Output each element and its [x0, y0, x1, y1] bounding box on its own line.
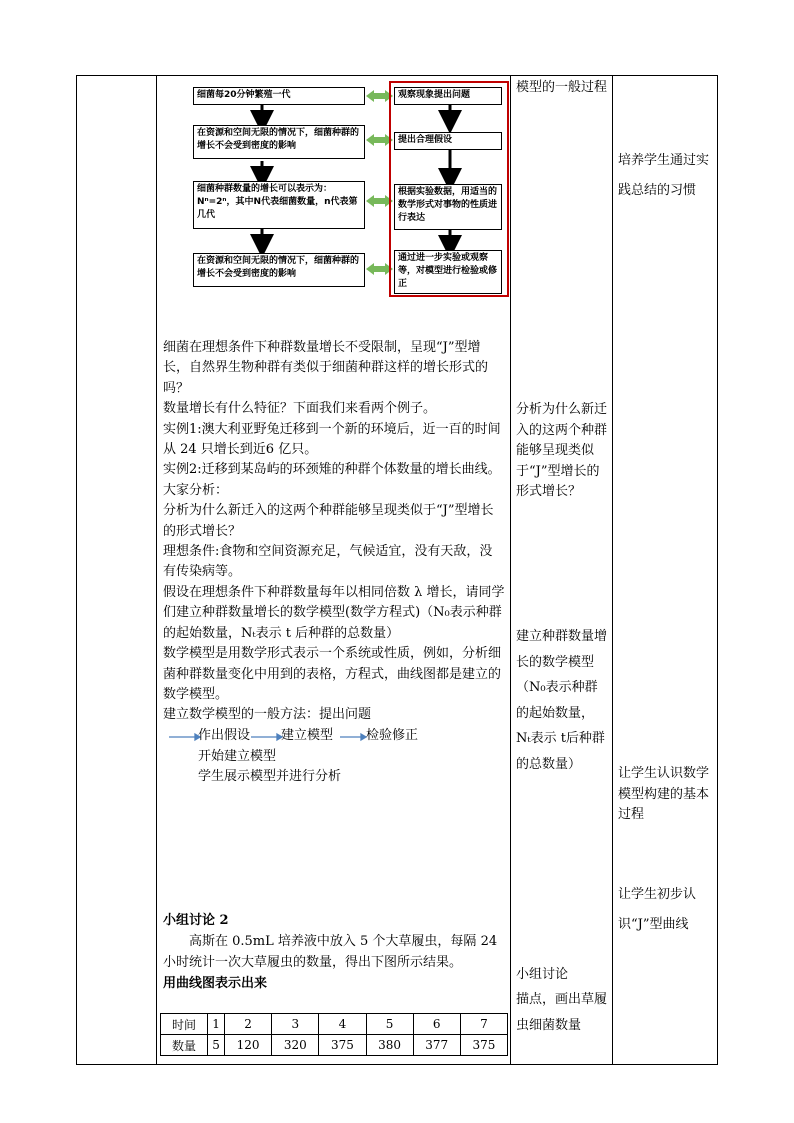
paragraph-example-2: 实例2:迁移到某岛屿的环颈雉的种群个体数量的增长曲线。: [163, 462, 501, 478]
table-cell: 3: [272, 1014, 319, 1035]
table-cell: 5: [366, 1014, 413, 1035]
paragraph-ideal-conditions: 理想条件:食物和空间资源充足，气候适宜，没有天敌，没有传染病等。: [163, 544, 493, 580]
col3-model-process: 模型的一般过程: [516, 80, 608, 95]
table-cell: 6: [413, 1014, 460, 1035]
flow-step-left-2: 在资源和空间无限的情况下，细菌种群的增长不会受到密度的影响: [193, 125, 365, 159]
paragraph-example-1: 实例1:澳大利亚野兔迁移到一个新的环境后，近一百的时间从 24 只增长到近6 亿只。: [163, 421, 501, 458]
table-cell: 1: [208, 1014, 225, 1035]
flow-step-left-3: [193, 181, 365, 229]
flow-step-right-4: 通过进一步实验或观察等，对模型进行检验或修正: [394, 250, 502, 294]
table-cell: 320: [272, 1035, 319, 1056]
col3-group-discussion: 小组讨论: [516, 967, 569, 982]
paragraph-intro: 细菌在理想条件下种群数量增长不受限制，呈现“J”型增长，自然界生物种群有类似于细菌种群这样的增长形式的吗？: [163, 340, 489, 396]
flow-step-left-1: 细菌每20分钟繁殖一代: [193, 87, 365, 105]
col4-practice-habit: 培养学生通过实践总结的习惯: [618, 153, 710, 198]
method-step-build: 建立模型: [281, 727, 334, 743]
method-flow: [163, 726, 505, 747]
flow-step-left-4: 在资源和空间无限的情况下，细菌种群的增长不会受到密度的影响: [193, 253, 365, 287]
main-content: [163, 338, 505, 788]
paragraph-hypothesis: 假设在理想条件下种群数量每年以相同倍数 λ 增长，请同学们建立种群数量增长的数学模型(数学方程式)（N₀表示种群的起始数量，Nₜ表示 t 后种群的总数量）: [163, 584, 505, 641]
table-cell: 数量: [161, 1035, 208, 1056]
method-step-hypothesis: 作出假设: [198, 727, 251, 743]
flow-step-right-3: 根据实验数据，用适当的数学形式对事物的性质进行表达: [394, 184, 502, 230]
group-discussion-task: 用曲线图表示出来: [163, 976, 268, 991]
table-cell: 377: [413, 1035, 460, 1056]
table-cell: 5: [208, 1035, 225, 1056]
table-cell: 120: [225, 1035, 272, 1056]
table-cell: 375: [319, 1035, 366, 1056]
paragraph-analysis-question: 分析为什么新迁入的这两个种群能够呈现类似于“J”型增长的形式增长？: [163, 503, 494, 539]
flow-step-right-2: 提出合理假设: [394, 132, 502, 150]
col3-build-model: 建立种群数量增长的数学模型（N₀表示种群的起始数量，Nₜ表示 t后种群的总数量）: [516, 629, 608, 772]
paragraph-question: 数量增长有什么特征？下面我们来看两个例子。: [163, 401, 437, 417]
table-cell: 2: [225, 1014, 272, 1035]
paragraph-analysis-heading: 大家分析：: [163, 482, 229, 498]
table-cell: 375: [460, 1035, 507, 1056]
group-discussion-title: 小组讨论 2: [163, 913, 229, 928]
paramecium-table: [160, 1013, 508, 1056]
flow-step-left-3-text: 细菌种群数量的增长可以表示为：Nⁿ=2ⁿ，其中N代表细菌数量，n代表第几代: [197, 184, 358, 220]
table-cell: 4: [319, 1014, 366, 1035]
col4-model-process: 让学生认识数学模型构建的基本过程: [618, 766, 710, 822]
table-cell: 7: [460, 1014, 507, 1035]
group-discussion-text: 高斯在 0.5mL 培养液中放入 5 个大草履虫，每隔 24 小时统计一次大草履虫的数量，得出下图所示结果。: [163, 934, 498, 970]
table-cell: 380: [366, 1035, 413, 1056]
flow-step-right-1: 观察现象提出问题: [394, 87, 502, 105]
table-row: [161, 1035, 508, 1056]
col3-plot-points: 描点，画出草履虫细菌数量: [516, 992, 608, 1033]
paragraph-student-show: 学生展示模型并进行分析: [198, 769, 342, 785]
paragraph-model-definition: 数学模型是用数学形式表示一个系统或性质，例如，分析细菌种群数量变化中用到的表格，方程式，曲线图都是建立的数学模型。: [163, 646, 502, 702]
table-cell: 时间: [161, 1014, 208, 1035]
table-row: [161, 1014, 508, 1035]
paragraph-method: 建立数学模型的一般方法：提出问题: [163, 707, 372, 723]
method-step-verify: 检验修正: [366, 727, 419, 743]
col4-j-curve: 让学生初步认识“J”型曲线: [618, 887, 697, 932]
col3-analysis: 分析为什么新迁入的这两个种群能够呈现类似于“J”型增长的形式增长？: [516, 402, 608, 499]
group-discussion: [163, 910, 505, 994]
paragraph-start-model: 开始建立模型: [198, 748, 277, 764]
